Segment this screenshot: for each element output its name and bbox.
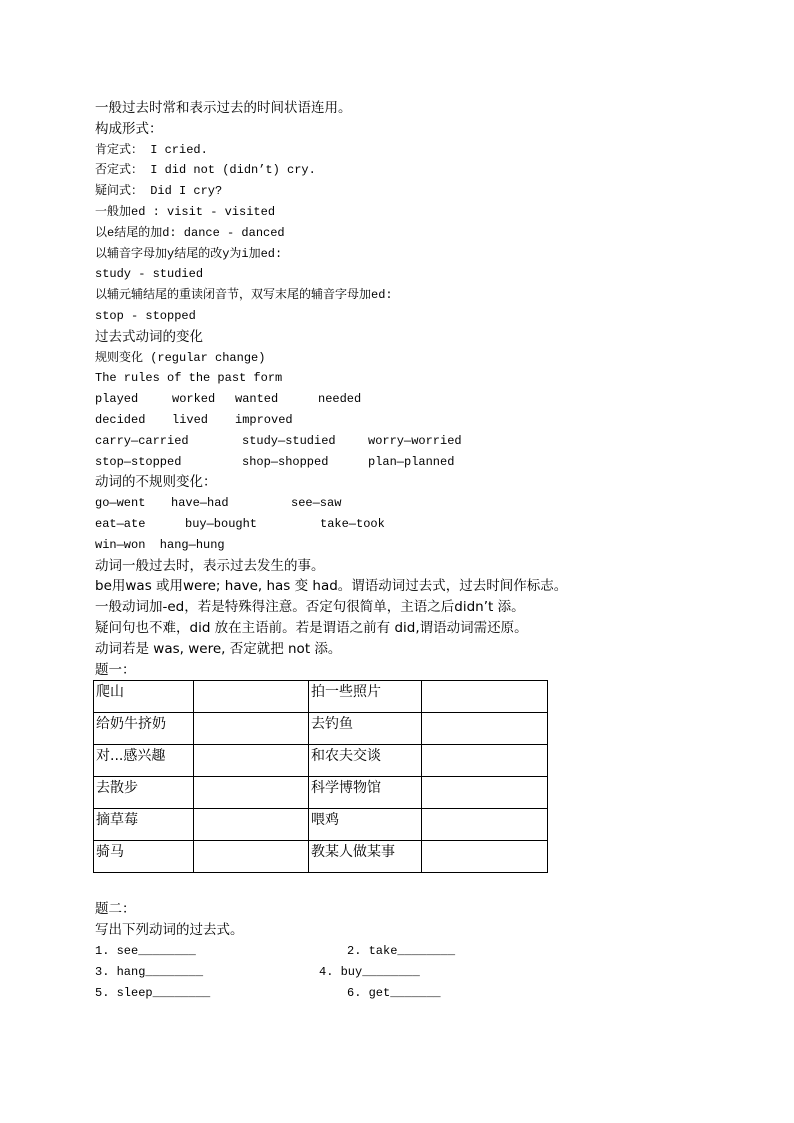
answer-cell[interactable] bbox=[422, 809, 548, 841]
intro-line: 规则变化 (regular change) bbox=[95, 350, 266, 365]
irregular-verb-row bbox=[95, 535, 735, 556]
answer-cell[interactable] bbox=[422, 777, 548, 809]
phrase-cell: 去散步 bbox=[94, 777, 194, 809]
exercise-row bbox=[95, 983, 735, 1004]
intro-line: stop - stopped bbox=[95, 308, 196, 323]
phrase-cell: 拍一些照片 bbox=[309, 681, 422, 713]
intro-line: 构成形式： bbox=[95, 120, 163, 137]
answer-cell[interactable] bbox=[422, 713, 548, 745]
phrase-cell: 喂鸡 bbox=[309, 809, 422, 841]
intro-line: 肯定式： I cried. bbox=[95, 142, 208, 157]
regular-verb-row-cell: carry—carried bbox=[95, 433, 189, 448]
rhyme-line: 疑问句也不难，did 放在主语前。若是谓语之前有 did,谓语动词需还原。 bbox=[95, 619, 528, 636]
answer-cell[interactable] bbox=[194, 745, 309, 777]
rhyme-line: 动词若是 was, were, 否定就把 not 添。 bbox=[95, 640, 342, 657]
question-two-items bbox=[95, 941, 735, 1003]
irregular-verb-row-cell: take—took bbox=[320, 516, 385, 531]
regular-verb-row bbox=[95, 410, 735, 431]
regular-verb-row-cell: shop—shopped bbox=[242, 454, 329, 469]
table-row bbox=[94, 681, 548, 713]
exercise-row bbox=[95, 941, 735, 962]
regular-verbs-list bbox=[95, 389, 735, 472]
regular-verb-row-cell: study—studied bbox=[242, 433, 336, 448]
intro-line: 过去式动词的变化 bbox=[95, 328, 203, 345]
phrase-cell: 爬山 bbox=[94, 681, 194, 713]
regular-verb-row-cell: stop—stopped bbox=[95, 454, 182, 469]
exercise-item[interactable]: 4. buy________ bbox=[319, 964, 420, 979]
regular-verb-row bbox=[95, 389, 735, 410]
regular-verb-row-cell: decided bbox=[95, 412, 146, 427]
irregular-verb-row-cell: eat—ate bbox=[95, 516, 146, 531]
irregular-heading: 动词的不规则变化： bbox=[95, 474, 217, 491]
answer-cell[interactable] bbox=[194, 681, 309, 713]
document-page bbox=[95, 98, 735, 1003]
question-one-title: 题一： bbox=[95, 661, 136, 678]
table-row bbox=[94, 841, 548, 873]
exercise-row bbox=[95, 962, 735, 983]
intro-line: 否定式： I did not (didn’t) cry. bbox=[95, 163, 316, 178]
irregular-verb-row-cell: buy—bought bbox=[185, 516, 258, 531]
grammar-rhyme bbox=[95, 556, 735, 660]
table-row bbox=[94, 745, 548, 777]
question-two-instruction: 写出下列动词的过去式。 bbox=[95, 922, 244, 939]
irregular-verbs-list bbox=[95, 493, 735, 555]
phrase-cell: 骑马 bbox=[94, 841, 194, 873]
phrase-cell: 教某人做某事 bbox=[309, 841, 422, 873]
irregular-verb-row-cell: have—had bbox=[171, 496, 229, 511]
irregular-verb-row-cell: go—went bbox=[95, 496, 146, 511]
regular-verb-row-cell: worry—worried bbox=[368, 433, 462, 448]
regular-verb-row-cell: improved bbox=[235, 412, 293, 427]
exercise-item[interactable]: 5. sleep________ bbox=[95, 985, 211, 1000]
exercise-item[interactable]: 3. hang________ bbox=[95, 964, 204, 979]
phrase-cell: 对...感兴趣 bbox=[94, 745, 194, 777]
regular-verb-row-cell: lived bbox=[172, 412, 209, 427]
table-row bbox=[94, 809, 548, 841]
answer-cell[interactable] bbox=[422, 681, 548, 713]
phrase-cell: 和农夫交谈 bbox=[309, 745, 422, 777]
exercise-item[interactable]: 6. get_______ bbox=[347, 985, 441, 1000]
exercise-item[interactable]: 1. see________ bbox=[95, 943, 196, 958]
regular-verb-row-cell: worked bbox=[172, 392, 216, 407]
rhyme-line: 动词一般过去时，表示过去发生的事。 bbox=[95, 557, 325, 574]
regular-verb-row-cell: wanted bbox=[235, 392, 279, 407]
rhyme-line: be用was 或用were; have, has 变 had。谓语动词过去式，过去时间作标志。 bbox=[95, 578, 568, 595]
intro-line: study - studied bbox=[95, 267, 204, 282]
intro-line: 一般加ed : visit - visited bbox=[95, 204, 276, 219]
table-row bbox=[94, 777, 548, 809]
intro-line: 一般过去时常和表示过去的时间状语连用。 bbox=[95, 100, 352, 116]
regular-verb-row-cell: plan—planned bbox=[368, 454, 455, 469]
phrase-cell: 去钓鱼 bbox=[309, 713, 422, 745]
intro-line: 以辅音字母加y结尾的改y为i加ed: bbox=[95, 246, 283, 261]
answer-cell[interactable] bbox=[422, 841, 548, 873]
irregular-verb-row-cell: see—saw bbox=[291, 496, 342, 511]
table-row bbox=[94, 713, 548, 745]
phrase-cell: 科学博物馆 bbox=[309, 777, 422, 809]
question-two-title: 题二： bbox=[95, 901, 136, 918]
answer-cell[interactable] bbox=[194, 713, 309, 745]
regular-verb-row bbox=[95, 452, 735, 473]
intro-line: 疑问式： Did I cry? bbox=[95, 184, 223, 199]
regular-verb-row bbox=[95, 431, 735, 452]
intro-line: 以辅元辅结尾的重读闭音节，双写末尾的辅音字母加ed: bbox=[95, 288, 393, 303]
phrase-cell: 摘草莓 bbox=[94, 809, 194, 841]
irregular-verb-row-cell: win—won hang—hung bbox=[95, 537, 225, 552]
intro-line: The rules of the past form bbox=[95, 371, 283, 386]
answer-cell[interactable] bbox=[194, 809, 309, 841]
vocab-table bbox=[93, 680, 548, 873]
irregular-verb-row bbox=[95, 493, 735, 514]
answer-cell[interactable] bbox=[194, 777, 309, 809]
irregular-verb-row bbox=[95, 514, 735, 535]
answer-cell[interactable] bbox=[422, 745, 548, 777]
phrase-cell: 给奶牛挤奶 bbox=[94, 713, 194, 745]
regular-verb-row-cell: played bbox=[95, 392, 139, 407]
intro-section bbox=[95, 98, 735, 389]
rhyme-line: 一般动词加-ed，若是特殊得注意。否定句很简单，主语之后didn’t 添。 bbox=[95, 599, 525, 616]
exercise-item[interactable]: 2. take________ bbox=[347, 943, 456, 958]
regular-verb-row-cell: needed bbox=[318, 392, 362, 407]
intro-line: 以e结尾的加d: dance - danced bbox=[95, 225, 285, 240]
answer-cell[interactable] bbox=[194, 841, 309, 873]
